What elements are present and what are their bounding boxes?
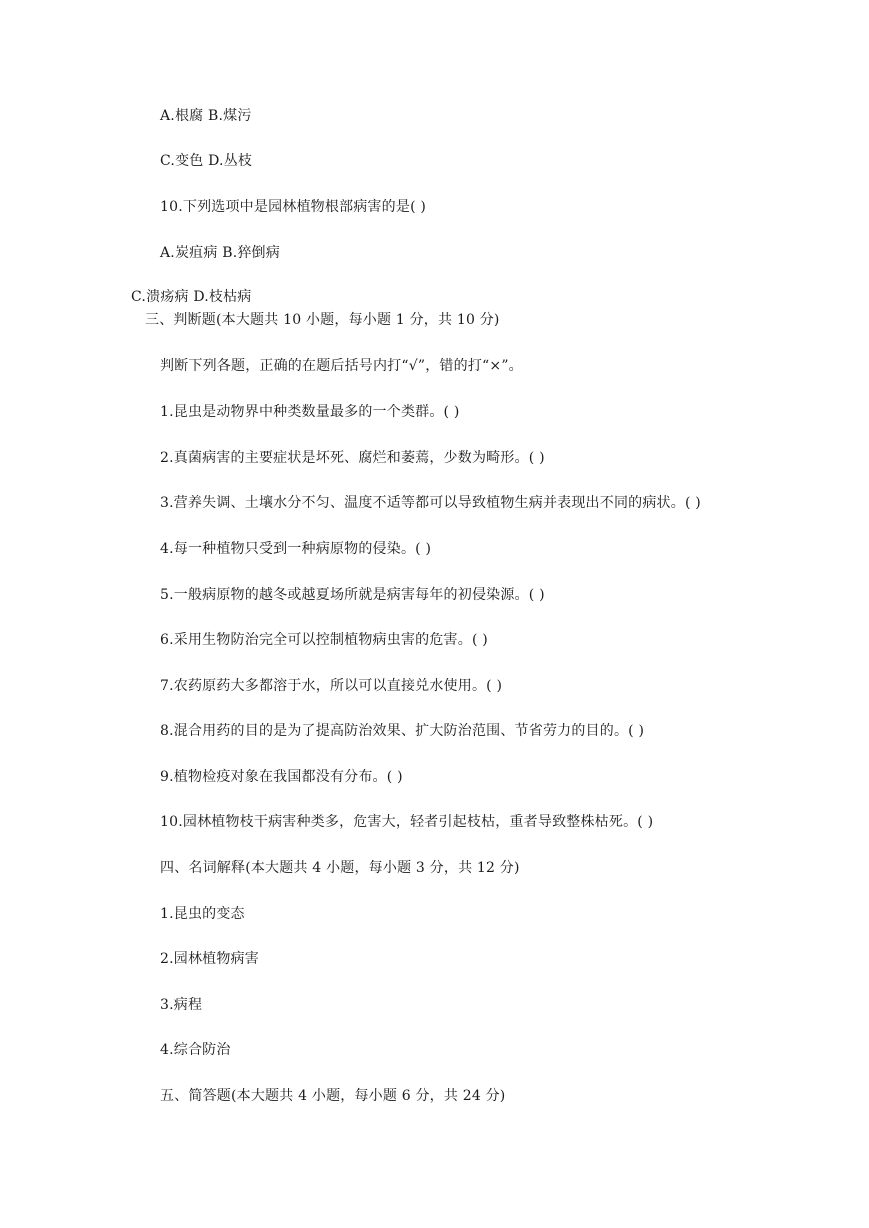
definition-item-1: 1.昆虫的变态 xyxy=(160,906,245,922)
definition-item-4: 4.综合防治 xyxy=(160,1042,231,1058)
section-heading-definitions: 四、名词解释(本大题共 4 小题，每小题 3 分，共 12 分) xyxy=(160,860,520,876)
option-line-root-rot-sooty-mold: A.根腐 B.煤污 xyxy=(160,108,252,124)
section-instructions: 判断下列各题，正确的在题后括号内打“√”，错的打“×”。 xyxy=(160,358,523,374)
judgment-item-1: 1.昆虫是动物界中种类数量最多的一个类群。( ) xyxy=(160,404,460,420)
option-line-discoloration-witches-broom: C.变色 D.丛枝 xyxy=(160,153,253,169)
judgment-item-6: 6.采用生物防治完全可以控制植物病虫害的危害。( ) xyxy=(160,632,488,648)
judgment-item-5: 5.一般病原物的越冬或越夏场所就是病害每年的初侵染源。( ) xyxy=(160,587,545,603)
question-10-stem: 10.下列选项中是园林植物根部病害的是( ) xyxy=(160,199,427,215)
option-line-anthracnose-damping-off: A.炭疽病 B.猝倒病 xyxy=(160,245,280,261)
judgment-item-3: 3.营养失调、土壤水分不匀、温度不适等都可以导致植物生病并表现出不同的病状。( ) xyxy=(160,495,701,511)
judgment-item-2: 2.真菌病害的主要症状是坏死、腐烂和萎蔫，少数为畸形。( ) xyxy=(160,450,545,466)
judgment-item-7: 7.农药原药大多都溶于水，所以可以直接兑水使用。( ) xyxy=(160,678,503,694)
judgment-item-8: 8.混合用药的目的是为了提高防治效果、扩大防治范围、节省劳力的目的。( ) xyxy=(160,723,645,739)
section-heading-true-false: 三、判断题(本大题共 10 小题，每小题 1 分，共 10 分) xyxy=(145,312,500,328)
definition-item-3: 3.病程 xyxy=(160,997,203,1013)
option-line-canker-dieback: C.溃疡病 D.枝枯病 xyxy=(131,289,252,305)
judgment-item-4: 4.每一种植物只受到一种病原物的侵染。( ) xyxy=(160,541,432,557)
judgment-item-9: 9.植物检疫对象在我国都没有分布。( ) xyxy=(160,769,403,785)
definition-item-2: 2.园林植物病害 xyxy=(160,951,259,967)
section-heading-short-answer: 五、简答题(本大题共 4 小题，每小题 6 分，共 24 分) xyxy=(160,1088,506,1104)
judgment-item-10: 10.园林植物枝干病害种类多，危害大，轻者引起枝枯，重者导致整株枯死。( ) xyxy=(160,814,654,830)
